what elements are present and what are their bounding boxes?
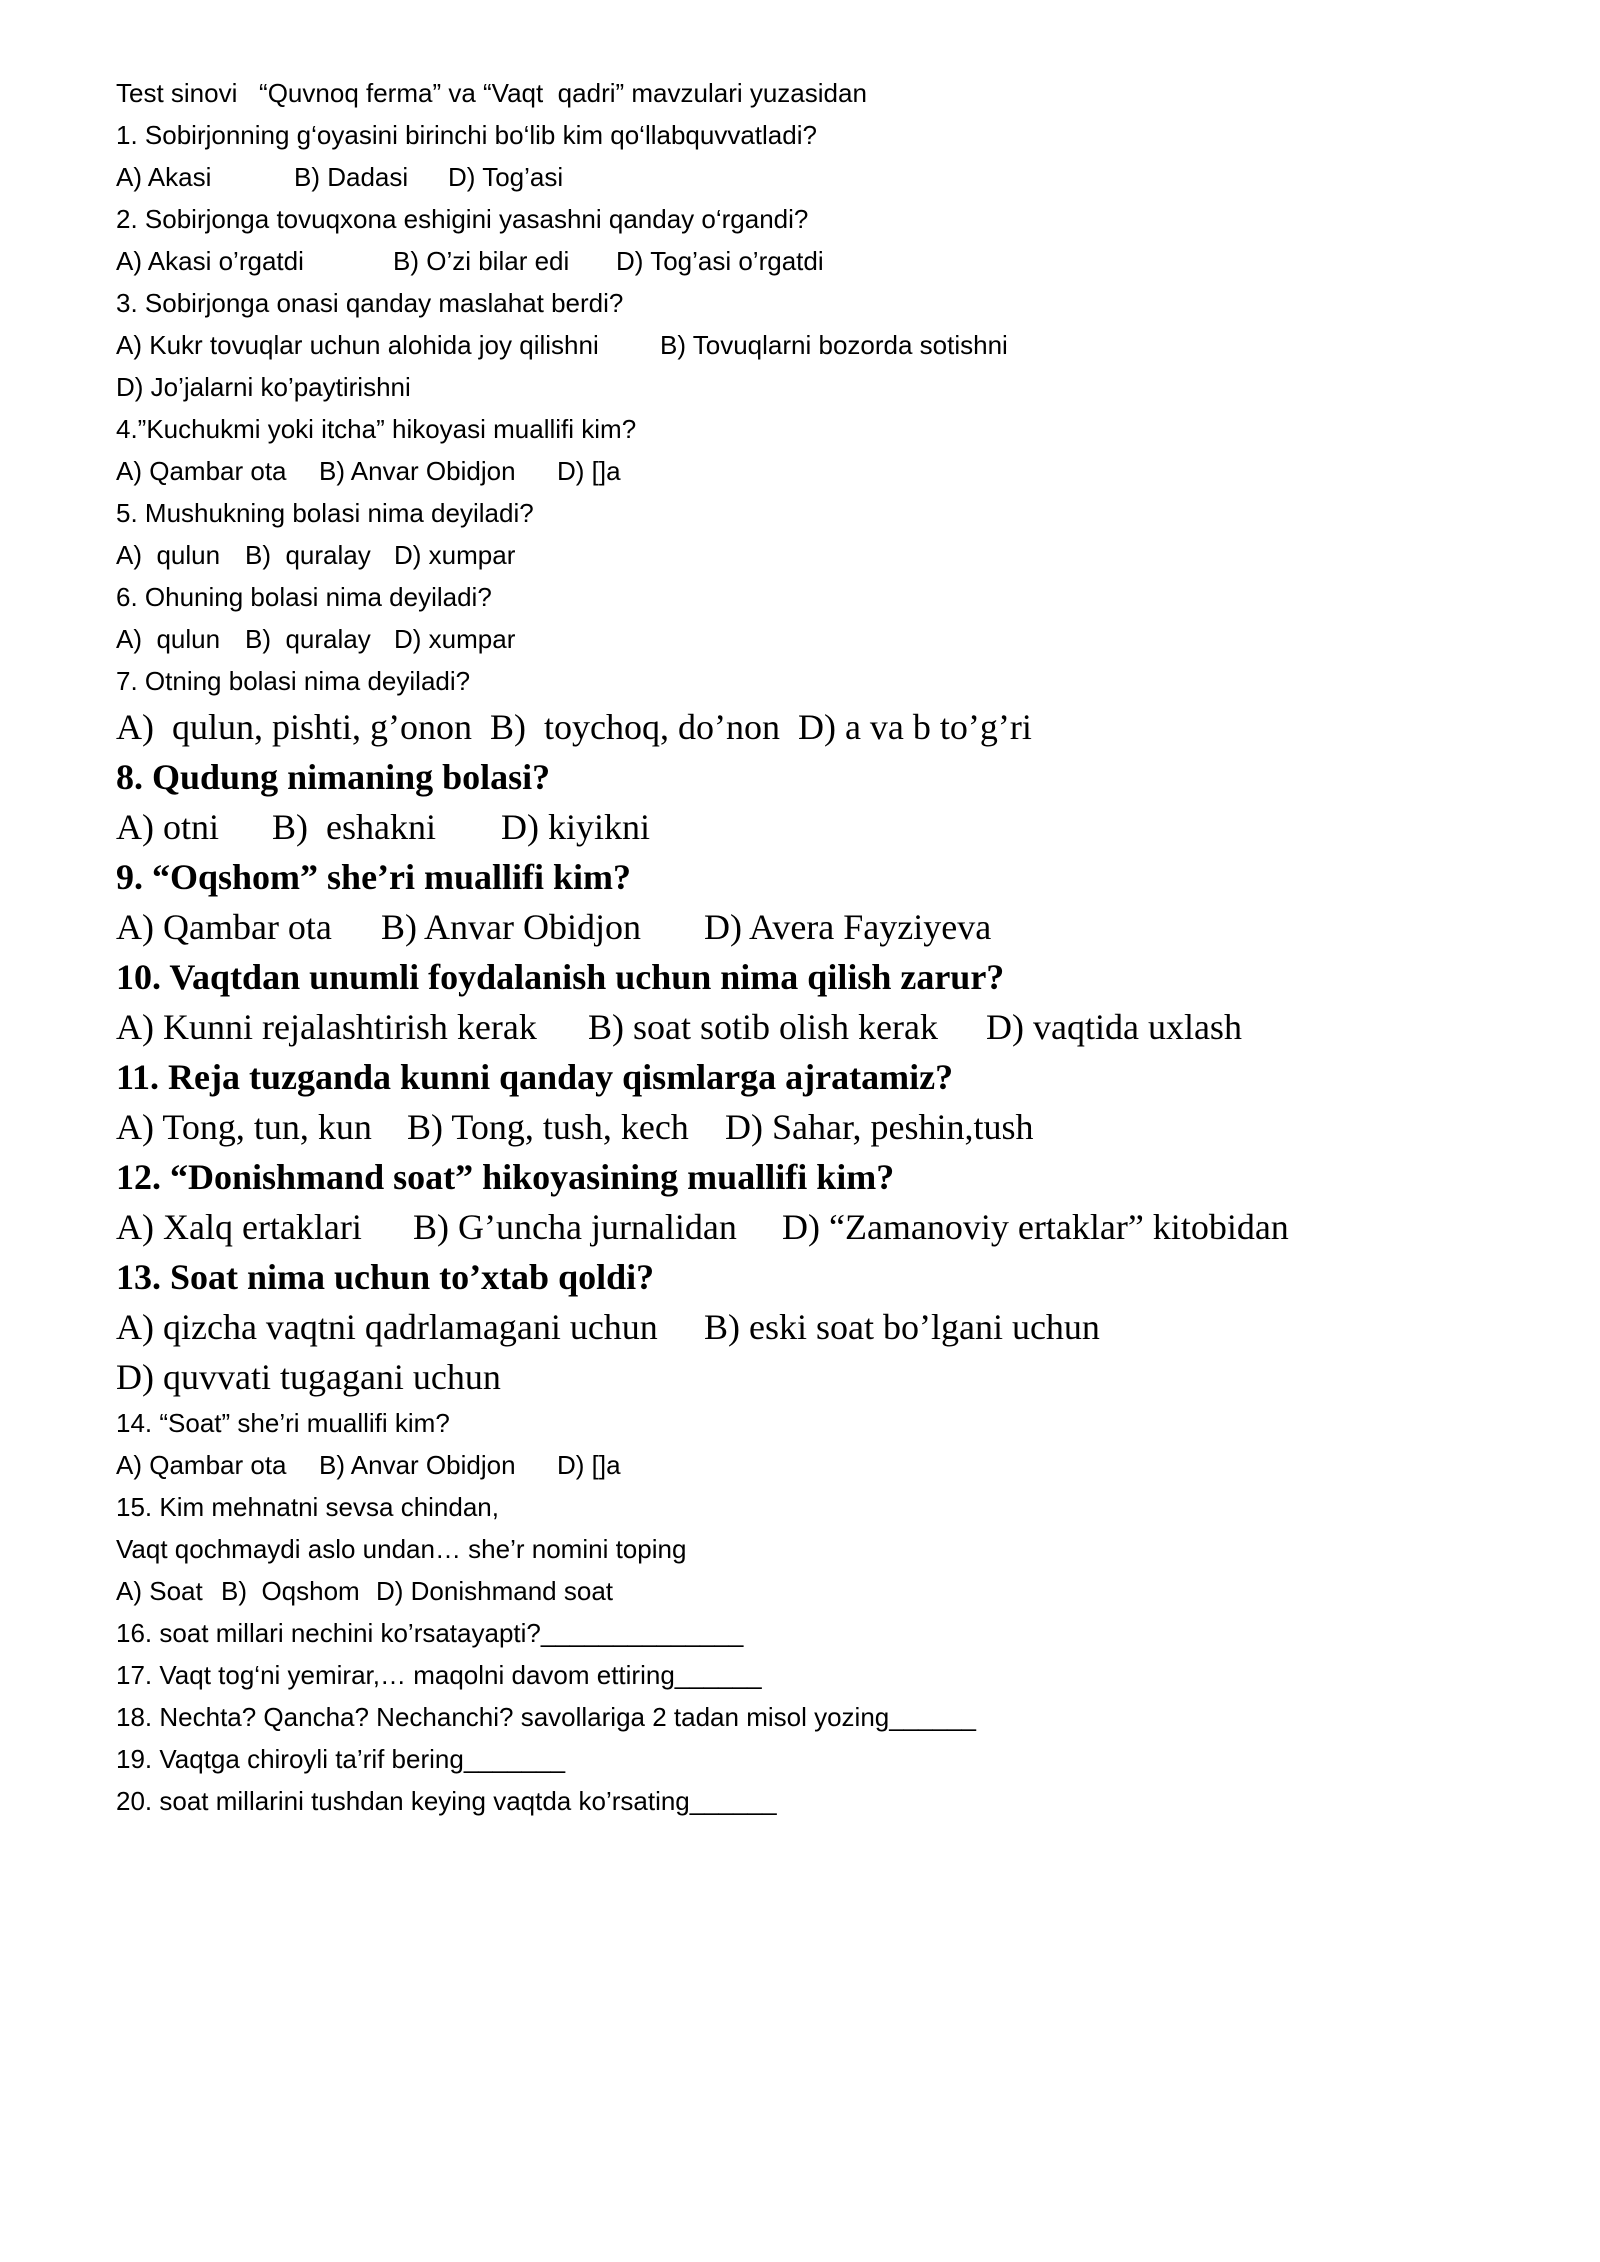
option-a: A) Tong, tun, kun [116,1107,372,1147]
option-a: A) Qambar ota [116,1450,287,1480]
question-2-options [116,240,1556,282]
question-3-option-d: D) Jo’jalarni ko’paytirishni [116,372,411,402]
question-8: 8. Qudung nimaning bolasi? [116,757,551,797]
option-a: A) otni [116,807,219,847]
option-d: D) []a [557,456,621,486]
option-b: B) O’zi bilar edi [393,246,570,276]
question-19: 19. Vaqtga chiroyli ta’rif bering_______ [116,1744,566,1774]
question-10-options [116,1002,1556,1052]
question-14: 14. “Soat” she’ri muallifi kim? [116,1408,450,1438]
option-b: B) quralay [245,624,371,654]
option-a: A) Soat [116,1576,203,1606]
question-20: 20. soat millarini tushdan keying vaqtda ko’rsating______ [116,1786,777,1816]
question-15-options [116,1570,1556,1612]
option-b: B) Anvar Obidjon [381,907,641,947]
option-b: B) quralay [245,540,371,570]
question-1-options [116,156,1556,198]
option-a: A) qizcha vaqtni qadrlamagani uchun [116,1307,658,1347]
option-a: A) Kukr tovuqlar uchun alohida joy qilishni [116,330,599,360]
question-2: 2. Sobirjonga tovuqxona eshigini yasashni qanday o‘rgandi? [116,204,809,234]
question-3-options [116,324,1556,366]
question-7: 7. Otning bolasi nima deyiladi? [116,666,471,696]
question-5-options [116,534,1556,576]
option-b: B) Anvar Obidjon [319,1450,516,1480]
option-a: A) Qambar ota [116,456,287,486]
option-b: B) Anvar Obidjon [319,456,516,486]
question-8-options [116,802,1556,852]
question-16: 16. soat millari nechini ko’rsatayapti?______________ [116,1618,744,1648]
option-d: D) xumpar [394,624,516,654]
question-1: 1. Sobirjonning g‘oyasini birinchi bo‘lib kim qo‘llabquvvatladi? [116,120,817,150]
option-b: B) soat sotib olish kerak [588,1007,938,1047]
option-d: D) kiyikni [501,807,650,847]
question-15-line-2: Vaqt qochmaydi aslo undan… she’r nomini toping [116,1534,687,1564]
option-d: D) vaqtida uxlash [986,1007,1242,1047]
option-b: B) Tong, tush, kech [407,1107,689,1147]
option-d: D) Tog’asi o’rgatdi [616,246,824,276]
question-6-options [116,618,1556,660]
option-b: B) Oqshom [221,1576,360,1606]
option-a: A) Akasi o’rgatdi [116,246,304,276]
question-18: 18. Nechta? Qancha? Nechanchi? savollariga 2 tadan misol yozing______ [116,1702,977,1732]
question-11-options [116,1102,1556,1152]
option-b: B) eski soat bo’lgani uchun [704,1307,1100,1347]
question-9: 9. “Oqshom” she’ri muallifi kim? [116,857,632,897]
question-4: 4.”Kuchukmi yoki itcha” hikoyasi muallifi kim? [116,414,637,444]
question-14-options [116,1444,1556,1486]
question-13: 13. Soat nima uchun to’xtab qoldi? [116,1257,655,1297]
question-3: 3. Sobirjonga onasi qanday maslahat berdi? [116,288,624,318]
option-b: B) Tovuqlarni bozorda sotishni [660,330,1008,360]
option-a: A) Akasi [116,162,212,192]
document-title: Test sinovi “Quvnoq ferma” va “Vaqt qadri” mavzulari yuzasidan [116,78,867,108]
option-a: A) qulun [116,540,221,570]
option-d: D) Avera Fayziyeva [704,907,992,947]
question-11: 11. Reja tuzganda kunni qanday qismlarga ajratamiz? [116,1057,954,1097]
option-b: B) G’uncha jurnalidan [413,1207,737,1247]
option-b: B) eshakni [272,807,436,847]
question-10: 10. Vaqtdan unumli foydalanish uchun nima qilish zarur? [116,957,1005,997]
option-d: D) Sahar, peshin,tush [725,1107,1034,1147]
question-12-options [116,1202,1556,1252]
question-17: 17. Vaqt tog‘ni yemirar,… maqolni davom ettiring______ [116,1660,762,1690]
question-13-option-d: D) quvvati tugagani uchun [116,1357,501,1397]
option-a: A) Kunni rejalashtirish kerak [116,1007,537,1047]
question-7-options: A) qulun, pishti, g’onon B) toychoq, do’non D) a va b to’g’ri [116,707,1032,747]
question-5: 5. Mushukning bolasi nima deyiladi? [116,498,534,528]
option-b: B) Dadasi [294,162,409,192]
option-a: A) Xalq ertaklari [116,1207,362,1247]
option-d: D) “Zamanoviy ertaklar” kitobidan [782,1207,1289,1247]
option-d: D) []a [557,1450,621,1480]
option-d: D) xumpar [394,540,516,570]
question-6: 6. Ohuning bolasi nima deyiladi? [116,582,492,612]
question-4-options [116,450,1556,492]
option-d: D) Donishmand soat [376,1576,613,1606]
question-9-options [116,902,1556,952]
question-13-options [116,1302,1556,1352]
test-document [116,72,1556,1822]
option-d: D) Tog’asi [448,162,564,192]
question-15-line-1: 15. Kim mehnatni sevsa chindan, [116,1492,499,1522]
question-12: 12. “Donishmand soat” hikoyasining muallifi kim? [116,1157,895,1197]
option-a: A) Qambar ota [116,907,332,947]
option-a: A) qulun [116,624,221,654]
